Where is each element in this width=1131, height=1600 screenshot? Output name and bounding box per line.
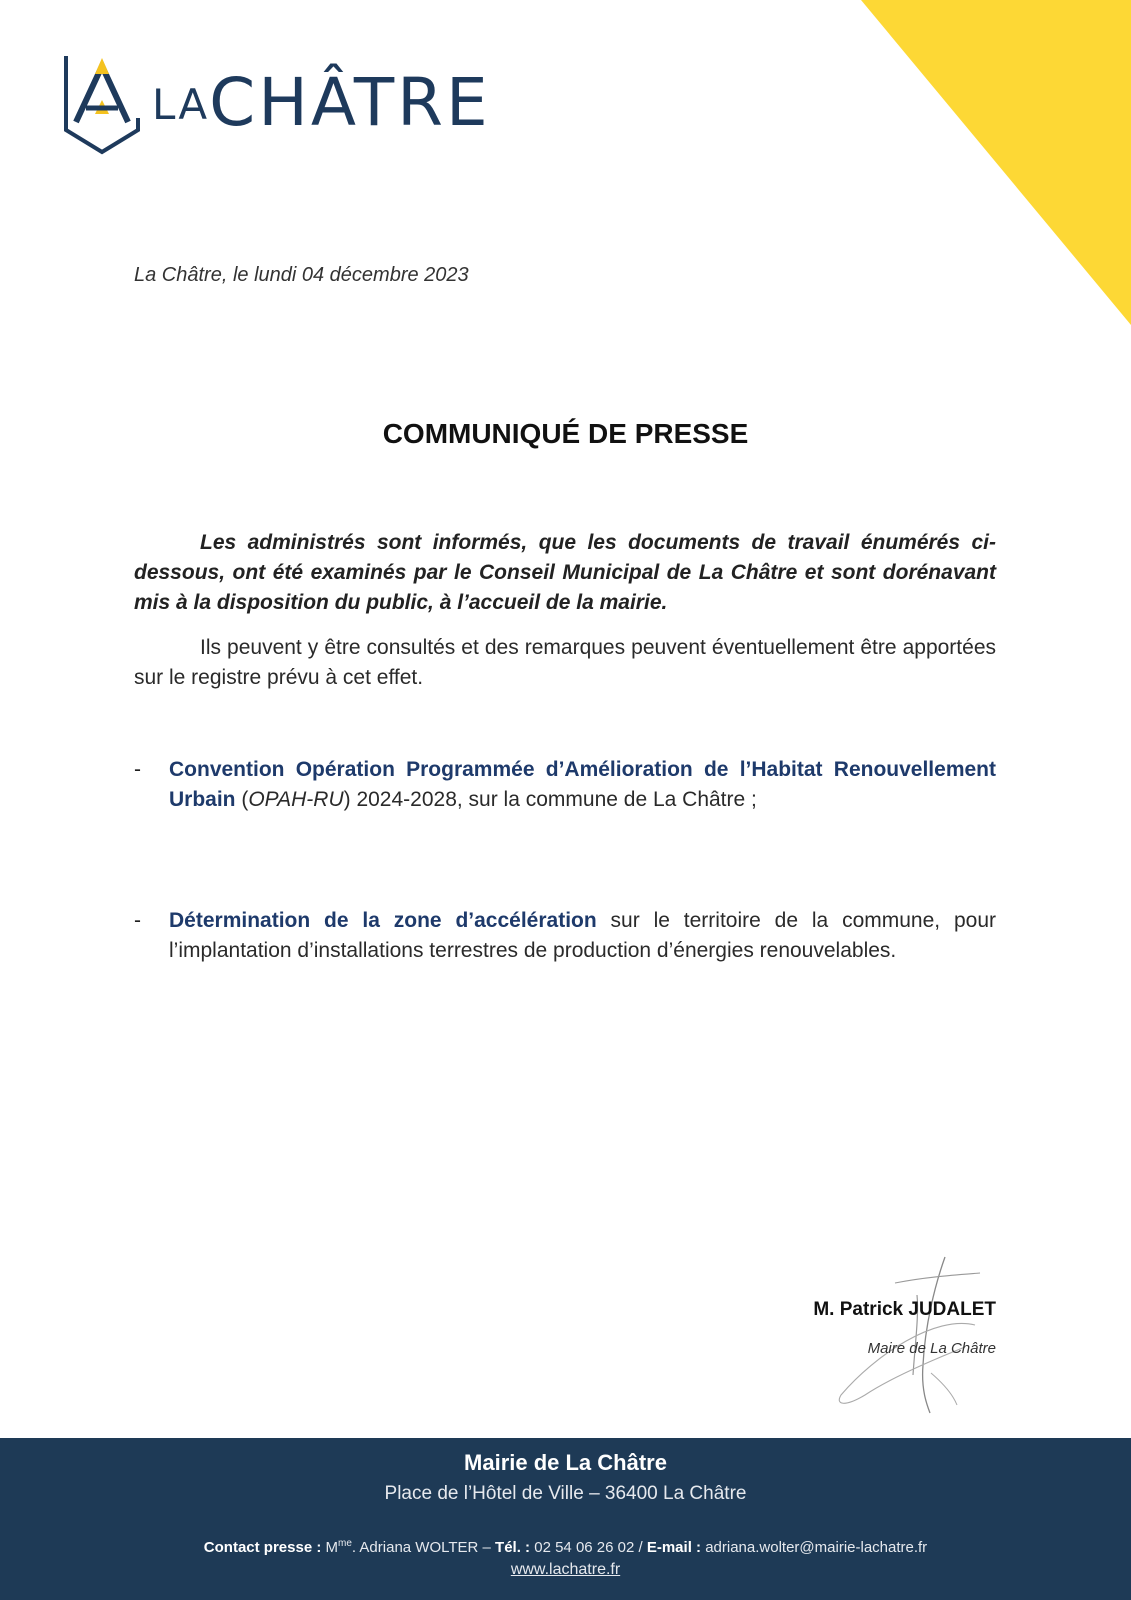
list-item-zone: [134, 906, 996, 966]
list-bullet: -: [134, 909, 141, 932]
list-item-text: sur le territoire de la commune, pour l’implantation d’installations terrestres de production d’énergies renouvelables.: [169, 909, 996, 962]
page-footer: [0, 1438, 1131, 1600]
intro-paragraph: Les administrés sont informés, que les documents de travail énumérés ci-dessous, ont été examinés par le Conseil Municipal de La Châtre et sont dorénavant mis à la disposition du public, à l’accueil de la mairie.: [134, 531, 996, 614]
handwritten-signature: [835, 1255, 985, 1415]
footer-address: Place de l’Hôtel de Ville – 36400 La Châtre: [384, 1483, 747, 1504]
la-chatre-logo: [62, 52, 502, 162]
website-link[interactable]: www.lachatre.fr: [510, 1561, 621, 1578]
logo-chatre: CHÂTRE: [209, 64, 491, 141]
contact-label: Contact presse :: [203, 1539, 322, 1556]
contact-phone: 02 54 06 26 02 /: [534, 1539, 643, 1556]
logo-la: LA: [152, 80, 210, 129]
consultation-paragraph: Ils peuvent y être consultés et des remarques peuvent éventuellement être apportées sur le registre prévu à cet effet.: [134, 636, 996, 689]
list-item-opah: - Convention Opération Programmée d’Amélioration de l’Habitat Renouvellement Urbain (OPAH-RU) 2024-2028, sur la commune de La Châtre ;: [134, 755, 996, 815]
contact-name: . Adriana WOLTER –: [351, 1539, 491, 1556]
list-item-title: Détermination de la zone d’accélération: [169, 909, 597, 932]
list-item-text: ) 2024-2028, sur la commune de La Châtre ;: [343, 788, 757, 811]
document-date: La Châtre, le lundi 04 décembre 2023: [134, 264, 469, 286]
list-bullet: -: [134, 758, 141, 781]
footer-contact: Contact presse : $M^{me}$. Adriana WOLTER – Tél. : 02 54 06 26 02 / E-mail : adriana.wolter@mairie-lachatre.fr: [203, 1538, 928, 1556]
logo-emblem-icon: [62, 52, 147, 162]
document-title: COMMUNIQUÉ DE PRESSE: [382, 418, 749, 449]
logo-wordmark: [152, 64, 491, 141]
phone-label: Tél. :: [495, 1539, 531, 1556]
contact-email[interactable]: adriana.wolter@mairie-lachatre.fr: [705, 1539, 928, 1556]
email-label: E-mail :: [646, 1539, 702, 1556]
signatory-name: M. Patrick JUDALET: [813, 1299, 996, 1320]
list-item-title: Convention Opération Programmée d’Amélioration de l’Habitat Renouvellement Urbain: [169, 758, 996, 811]
footer-title: Mairie de La Châtre: [464, 1450, 667, 1475]
list-item-acronym: OPAH-RU: [248, 788, 344, 811]
yellow-corner-decoration: [861, 0, 1131, 330]
signatory-role: Maire de La Châtre: [867, 1340, 996, 1357]
